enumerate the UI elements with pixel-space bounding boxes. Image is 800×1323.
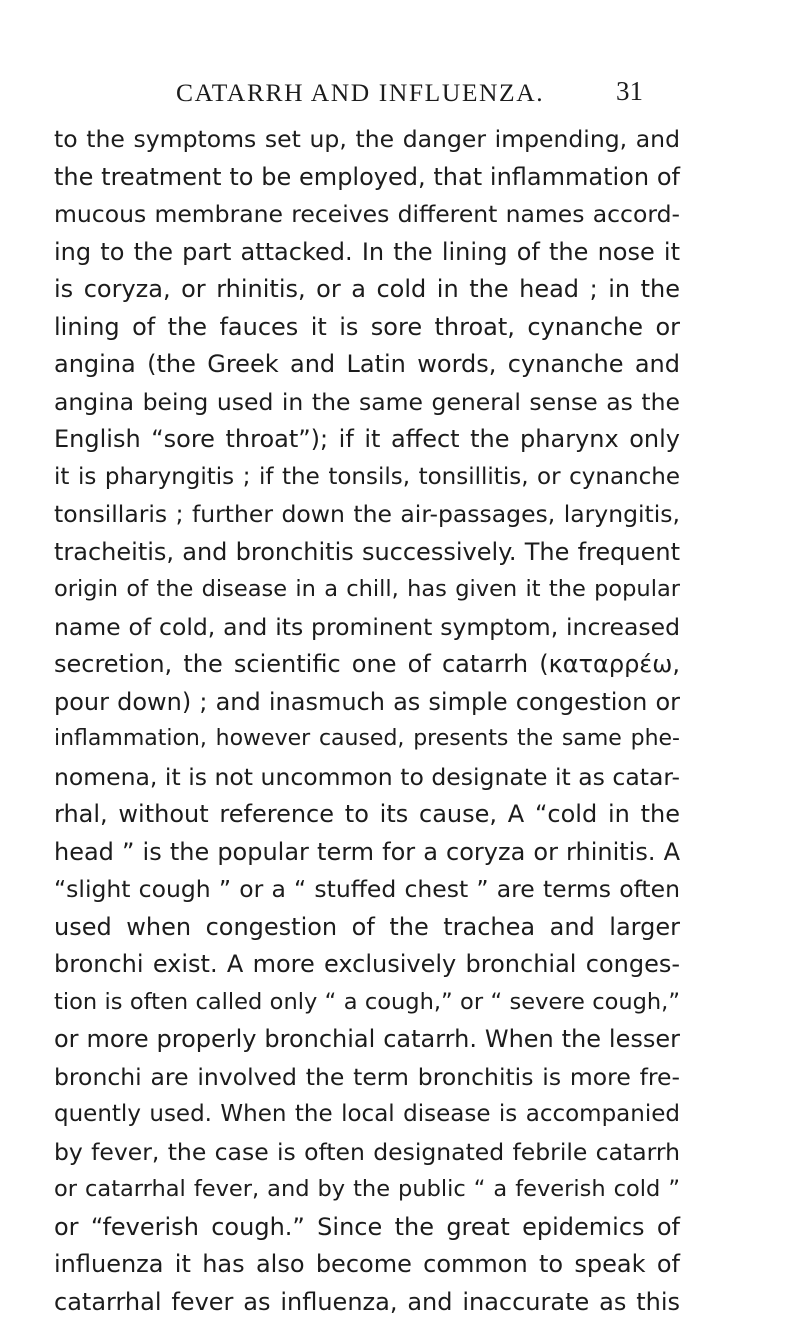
text-line: name of cold, and its prominent symptom, increased <box>54 612 680 641</box>
text-line: tracheitis, and bronchitis successively. The frequent <box>54 537 680 566</box>
text-line: “slight cough ” or a “ stuffed chest ” are terms often <box>54 875 680 903</box>
text-line: inflammation, however caused, presents the same phe- <box>54 726 680 751</box>
running-head: CATARRH AND INFLUENZA. <box>176 78 545 107</box>
text-line: or catarrhal fever, and by the public “ a feverish cold ” <box>54 1176 680 1202</box>
text-line: secretion, the scientific one of catarrh (καταρρέω, <box>54 650 680 678</box>
text-line: pour down) ; and inasmuch as simple congestion or <box>54 687 680 716</box>
text-line: or more properly bronchial catarrh. When the lesser <box>54 1025 680 1053</box>
text-line: origin of the disease in a chill, has given it the popular <box>54 576 680 602</box>
text-line: mucous membrane receives different names accord- <box>54 200 680 228</box>
text-line: to the symptoms set up, the danger impending, and <box>54 125 680 153</box>
text-line: lining of the fauces it is sore throat, cynanche or <box>54 312 680 341</box>
text-line: nomena, it is not uncommon to designate it as catar- <box>54 762 680 791</box>
text-line: rhal, without reference to its cause, A “cold in the <box>54 800 680 828</box>
text-line: tion is often called only “ a cough,” or “ severe cough,” <box>54 988 680 1015</box>
text-line: English “sore throat”); if it affect the pharynx only <box>54 425 680 453</box>
text-line: by fever, the case is often designated febrile catarrh <box>54 1137 680 1166</box>
text-line: head ” is the popular term for a coryza or rhinitis. A <box>54 837 680 866</box>
text-line: ing to the part attacked. In the lining of the nose it <box>54 237 680 266</box>
page-header <box>0 78 800 108</box>
text-line: quently used. When the local disease is accompanied <box>54 1101 680 1127</box>
text-line: the treatment to be employed, that inflammation of <box>54 162 680 191</box>
text-line: angina being used in the same general sense as the <box>54 387 680 416</box>
text-line: tonsillaris ; further down the air-passages, laryngitis, <box>54 500 680 528</box>
text-line: bronchi are involved the term bronchitis is more fre- <box>54 1062 680 1091</box>
page-number: 31 <box>616 76 643 106</box>
text-line: influenza it has also become common to speak of <box>54 1250 680 1278</box>
text-line: used when congestion of the trachea and larger <box>54 912 680 941</box>
text-line: or “feverish cough.” Since the great epidemics of <box>54 1212 680 1241</box>
text-line: catarrhal fever as influenza, and inaccurate as this <box>54 1287 680 1316</box>
text-line: angina (the Greek and Latin words, cynanche and <box>54 350 680 378</box>
text-line: it is pharyngitis ; if the tonsils, tonsillitis, or cynanche <box>54 463 680 490</box>
text-line: is coryza, or rhinitis, or a cold in the head ; in the <box>54 275 680 303</box>
text-line: bronchi exist. A more exclusively bronchial conges- <box>54 950 680 978</box>
